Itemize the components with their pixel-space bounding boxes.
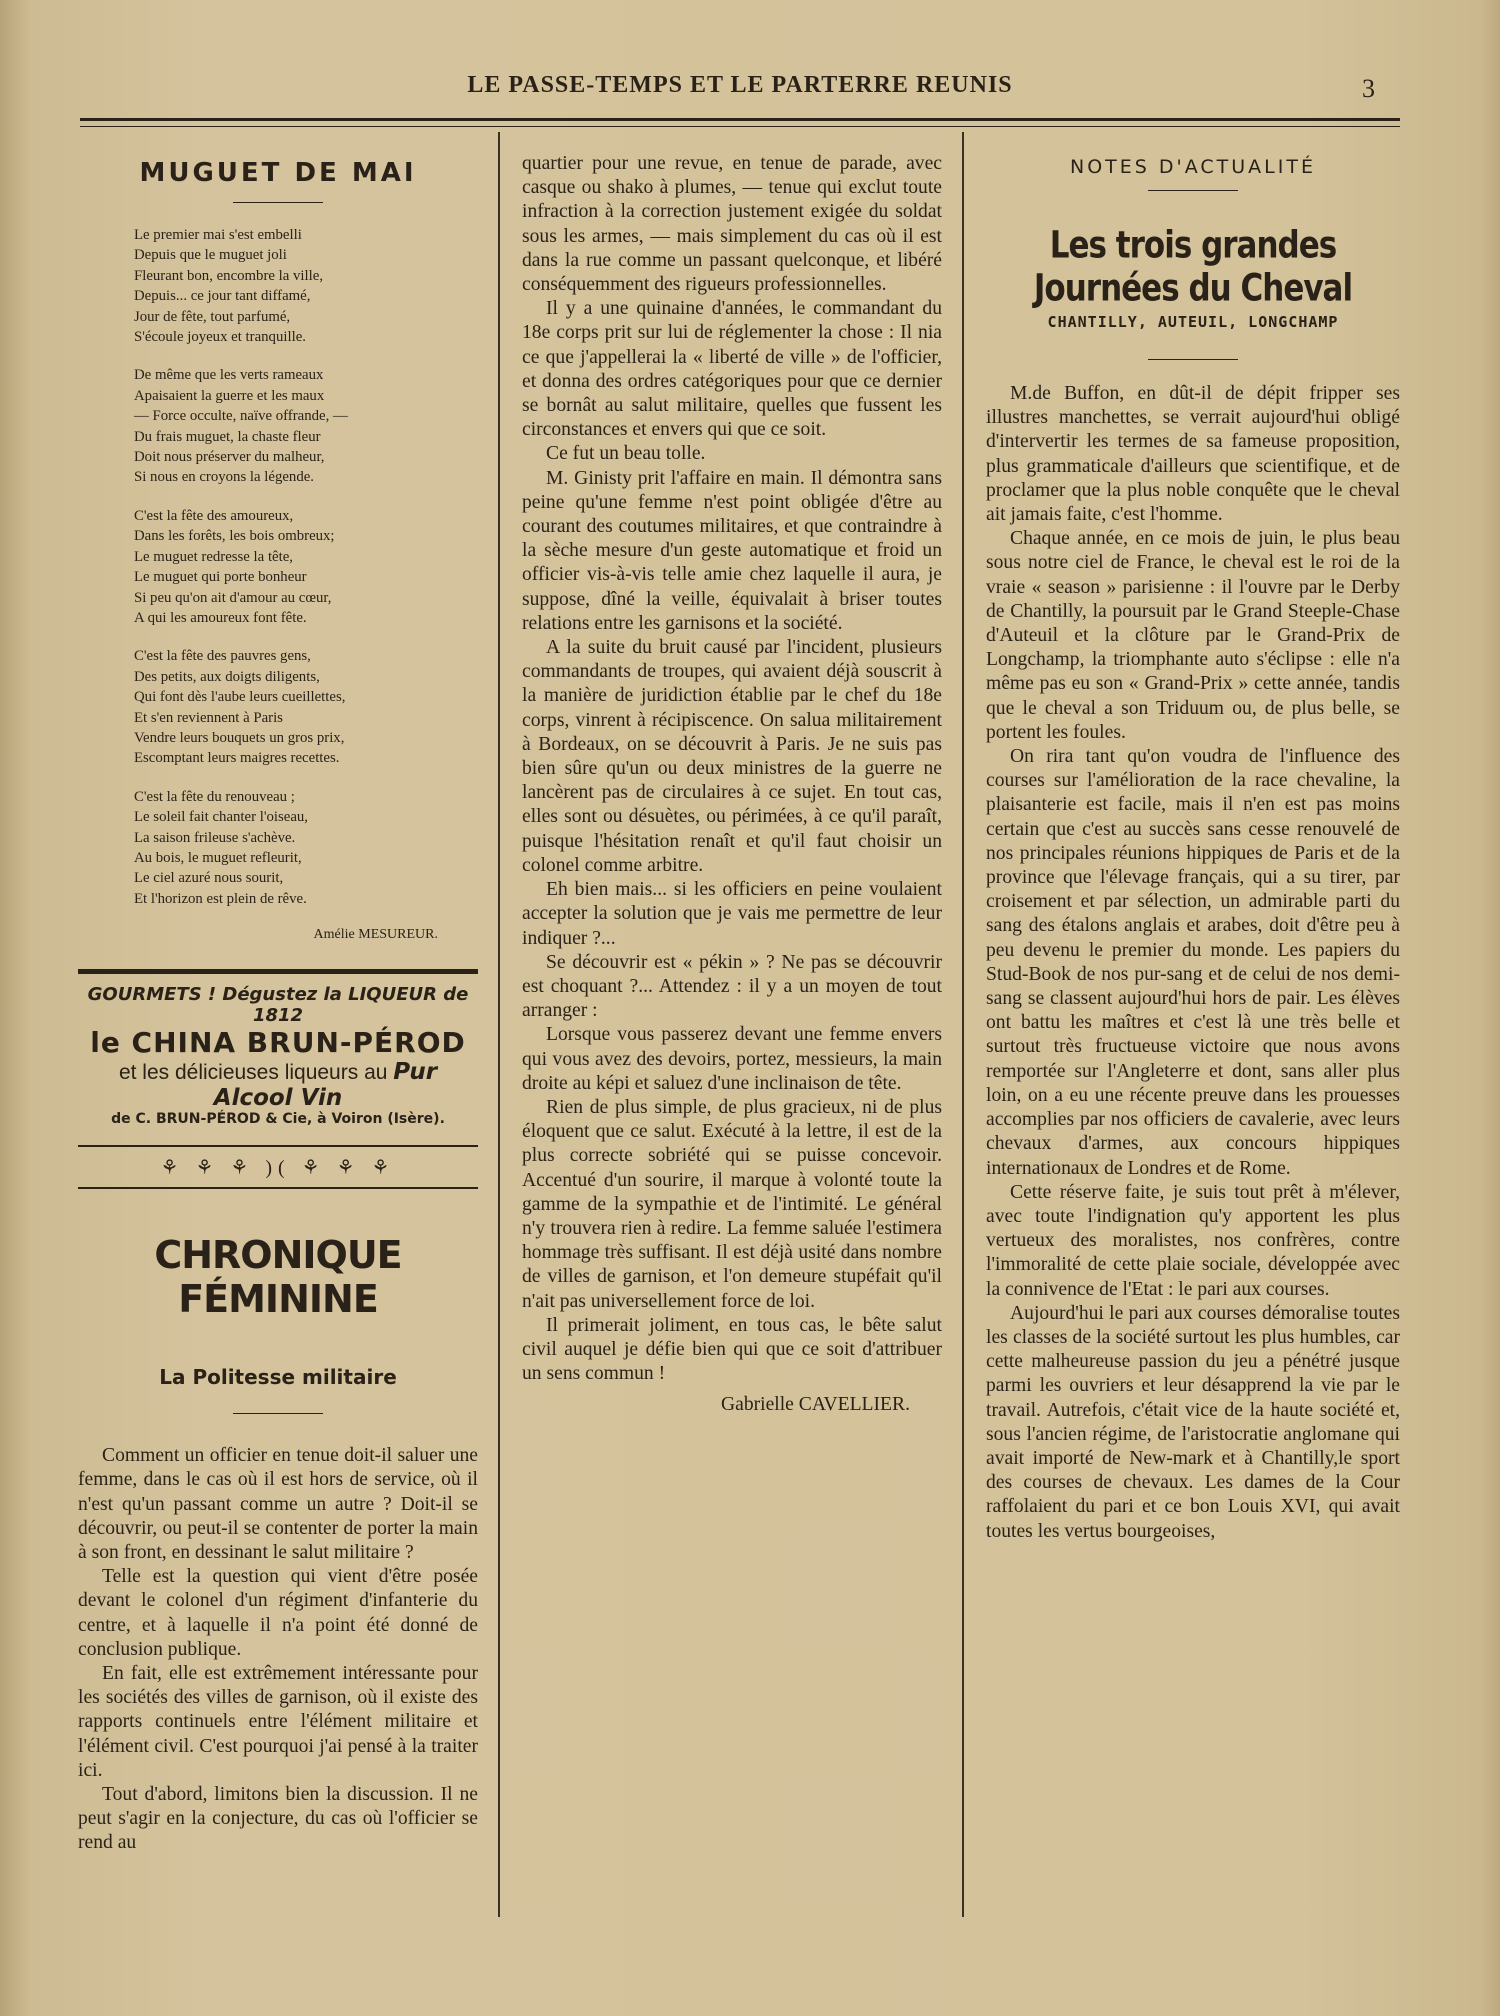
poem-stanza: [134, 365, 478, 487]
paragraph: Il primerait joliment, en tous cas, le bête salut civil auquel je défie bien qui que ce soit d'attribuer un sens commun !: [522, 1314, 942, 1385]
poem-line: Et s'en reviennent à Paris: [134, 709, 283, 726]
chronique-text-col1: [78, 1444, 478, 1855]
poem-line: Des petits, aux doigts diligents,: [134, 668, 320, 685]
paragraph: Comment un officier en tenue doit-il saluer une femme, dans le cas où il est hors de service, où il n'est qu'un passant comme un autre ? Doit-il se découvrir, ou peut-il se contenter de porter la main à son front, en dessinant le salut militaire ?: [78, 1445, 478, 1563]
poem-line: Le muguet qui porte bonheur: [134, 569, 307, 586]
ornamental-divider: ⚘ ⚘ ⚘ )( ⚘ ⚘ ⚘: [78, 1145, 478, 1189]
poem-line: Le muguet redresse la tête,: [134, 548, 293, 565]
poem-title: MUGUET DE MAI: [139, 158, 417, 188]
notes-article-title: Les trois grandes Journées du Cheval: [1033, 223, 1353, 311]
paragraph: En fait, elle est extrêmement intéressante pour les sociétés des villes de garnison, où il existe des rapports continuels entre l'élément militaire et l'élément civil. C'est pourquoi j'ai pensé à la traiter ici.: [78, 1663, 478, 1781]
poem-line: Du frais muguet, la chaste fleur: [134, 428, 321, 445]
paragraph: Lorsque vous passerez devant une femme envers qui vous avez des devoirs, portez, messieurs, la main droite au képi et saluez d'une inclinaison de tête.: [522, 1024, 942, 1094]
poem-line: De même que les verts rameaux: [134, 367, 324, 384]
poem-line: Depuis... ce jour tant diffamé,: [134, 288, 311, 305]
ad-line-3-text: et les délicieuses liqueurs au: [118, 1061, 388, 1085]
poem-line: — Force occulte, naïve offrande, —: [134, 408, 348, 425]
paragraph: A la suite du bruit causé par l'incident, plusieurs commandants de troupes, qui avaient déjà souscrit à la manière de juridiction établie par le chef du 18e corps, vinrent à récipiscence. On salua militairement à Bordeaux, on se découvrit à Paris. Je ne suis pas bien sûre qu'un ou deux ministres de la guerre ne lancèrent pas de circulaires à ce sujet. En tout cas, elles sont ou désuètes, ou périmées, à ce qu'il paraît, puisque l'hésitation renaît et qu'il faut choisir un colonel comme arbitre.: [522, 637, 942, 876]
poem-line: C'est la fête des pauvres gens,: [134, 648, 311, 665]
ad-line-1: GOURMETS ! Dégustez la LIQUEUR de 1812: [87, 984, 469, 1027]
poem-line: Apaisaient la guerre et les maux: [134, 387, 325, 404]
poem-stanza: [134, 646, 478, 768]
chronique-subtitle-rule: [233, 1413, 323, 1414]
poem-stanza: [134, 506, 478, 628]
poem-line: Si peu qu'on ait d'amour au cœur,: [134, 589, 332, 606]
paragraph: On rira tant qu'on voudra de l'influence des courses sur l'amélioration de la race chevaline, la plaisanterie est facile, mais il n'en est pas moins certain que c'est au succès sans cesse renouvelé de nos principales réunions hippiques de Paris et de la province que l'élevage français, qui a su tirer, par croisement et par sélection, un admirable parti du sang des étalons anglais et arabes, doit d'être peu à peu devenu le premier du monde. Les papiers du Stud-Book de nos pur-sang et de celui de nos demi-sang se classent aujourd'hui hors de pair. Les élèves ont battu les maîtres et c'est là une très belle et surtout très fructueuse victoire que nous avons remportée sur l'Angleterre et dont, sans aller plus loin, on a eu une récente preuve dans les prouesses accomplies par nos officiers de cavalerie, avec leurs chevaux d'armes, aux concours hippiques internationaux de Londres et de Rome.: [986, 746, 1400, 1179]
poem-author: Amélie MESUREUR.: [313, 927, 438, 943]
notes-text: [986, 382, 1400, 1544]
poem-line: Le ciel azuré nous sourit,: [134, 870, 284, 887]
poem-line: C'est la fête du renouveau ;: [134, 788, 295, 805]
notes-title-rule: [1148, 190, 1238, 191]
poem-line: Escomptant leurs maigres recettes.: [134, 750, 340, 767]
paragraph: Tout d'abord, limitons bien la discussion. Il ne peut s'agir en la conjecture, du cas où l'officier se rend au: [78, 1784, 478, 1854]
poem-line: Fleurant bon, encombre la ville,: [134, 267, 324, 284]
chronique-signature: Gabrielle CAVELLIER.: [720, 1394, 910, 1416]
poem-line: Le premier mai s'est embelli: [134, 227, 302, 243]
paragraph: Rien de plus simple, de plus gracieux, ni de plus éloquent que ce salut. Exécuté à la lettre, il est de la plus correcte sobriété qui se puisse concevoir. Accentué d'un sourire, il marque à volonté toute la gamme de la sympathie et de l'intimité. Le général n'y trouvera rien à redire. La femme saluée l'estimera hommage très suffisant. Il est déjà usité dans nombre de villes de garnison, et l'on demeure stupéfait qu'il n'ait pas universellement force de loi.: [522, 1096, 942, 1312]
paragraph: Cette réserve faite, je suis tout prêt à m'élever, avec toute l'indignation qu'y apportent les plus vertueux des moralistes, nos confrères, contre l'immoralité de cette plaie sociale, développée avec la connivence de l'Etat : le pari aux courses.: [986, 1181, 1400, 1300]
column-divider-left: [498, 132, 500, 1917]
paragraph: Se découvrir est « pékin » ? Ne pas se découvrir est choquant ?... Attendez : il y a un moyen de tout arranger :: [522, 951, 942, 1022]
paragraph: Telle est la question qui vient d'être posée devant le colonel d'un régiment d'infanterie du centre, et à laquelle il n'a point été donné de conclusion publique.: [78, 1566, 478, 1660]
column-left: [78, 150, 478, 1856]
poem-line: Doit nous préserver du malheur,: [134, 449, 325, 466]
ad-line-4: de C. BRUN-PÉROD & Cie, à Voiron (Isère).: [111, 1111, 445, 1128]
poem-body: [78, 225, 478, 909]
ad-line-2: le CHINA BRUN-PÉROD: [90, 1026, 466, 1060]
paragraph: Ce fut un beau tolle.: [546, 443, 706, 465]
ad-line-3-emphasis: Pur Alcool Vin: [213, 1059, 438, 1112]
paragraph: Eh bien mais... si les officiers en peine voulaient accepter la solution que je vais me permettre de leur indiquer ?...: [522, 879, 942, 949]
notes-article-subtitle: CHANTILLY, AUTEUIL, LONGCHAMP: [1047, 313, 1339, 331]
poem-line: A qui les amoureux font fête.: [134, 609, 307, 626]
paragraph: quartier pour une revue, en tenue de parade, avec casque ou shako à plumes, — tenue qui exclut toute infraction à la correction justement exigée du soldat sous les armes, — mais simplement du cas où il est dans la rue comme un passant quelconque, et libéré conséquemment des rigueurs professionnelles.: [522, 153, 942, 296]
chronique-subtitle: La Politesse militaire: [159, 1365, 397, 1390]
paragraph: M. Ginisty prit l'affaire en main. Il démontra sans peine qu'une femme n'est point obligée d'être au courant des coutumes militaires, et que contraindre à la sèche mesure d'un geste automatique et froid un officier vis-à-vis telle amie chez laquelle il aura, je suppose, dîné la veille, équivalait à briser toutes relations entre les garnisons et la société.: [522, 467, 942, 634]
poem-line: Qui font dès l'aube leurs cueillettes,: [134, 689, 346, 706]
column-right: [986, 150, 1400, 1544]
poem-line: Depuis que le muguet joli: [134, 247, 287, 264]
poem-stanza: [134, 787, 478, 909]
liqueur-advertisement: [78, 969, 478, 1127]
notes-section-title: NOTES D'ACTUALITÉ: [1070, 156, 1316, 178]
notes-subtitle-rule: [1148, 359, 1238, 360]
poem-line: La saison frileuse s'achève.: [134, 829, 296, 846]
poem-line: Au bois, le muguet refleurit,: [134, 849, 302, 866]
chronique-title: CHRONIQUE FÉMININE: [154, 1233, 402, 1322]
poem-line: Si nous en croyons la légende.: [134, 469, 314, 486]
poem-line: S'écoule joyeux et tranquille.: [134, 329, 306, 346]
poem-line: C'est la fête des amoureux,: [134, 507, 294, 524]
column-middle: [522, 152, 942, 1416]
running-header: LE PASSE-TEMPS ET LE PARTERRE REUNIS: [467, 72, 1013, 98]
poem-line: Et l'horizon est plein de rêve.: [134, 890, 307, 907]
poem-line: Le soleil fait chanter l'oiseau,: [134, 809, 308, 826]
poem-line: Jour de fête, tout parfumé,: [134, 308, 291, 325]
poem-line: Dans les forêts, les bois ombreux;: [134, 528, 335, 545]
page-number: 3: [1362, 74, 1375, 103]
poem-line: Vendre leurs bouquets un gros prix,: [134, 729, 345, 746]
column-divider-right: [962, 132, 964, 1917]
poem-stanza: [134, 225, 478, 347]
paragraph: Chaque année, en ce mois de juin, le plus beau sous notre ciel de France, le cheval est le roi de la vraie « season » parisienne : il l'ouvre par le Derby de Chantilly, la poursuit par le Grand Steeple-Chase d'Auteuil et la clôture par le Grand-Prix de Longchamp, la triomphante auto s'éclipse : elle n'a même pas eu son « Grand-Prix » cette année, tandis que le cheval a son Triduum ou, de plus belle, se portent les foules.: [986, 528, 1400, 743]
poem-title-rule: [233, 202, 323, 203]
paragraph: Il y a une quinaine d'années, le commandant du 18e corps prit sur lui de réglementer la chose : Il nia ce que j'appellerai la « liberté de ville » de l'officier, et donna des ordres catégoriques pour que ce dernier se bornât au salut militaire, quelles que fussent les circonstances et envers qui que ce soit.: [522, 298, 942, 441]
ad-line-3: [78, 1059, 478, 1111]
paragraph: M.de Buffon, en dût-il de dépit fripper ses illustres manchettes, se verrait aujourd'hui obligé d'intervertir les termes de sa fameuse proposition, plus grammaticale d'ailleurs que scientifique, et de proclamer que la plus noble conquête que le cheval ait jamais faite, c'est l'homme.: [986, 383, 1400, 526]
paragraph: Aujourd'hui le pari aux courses démoralise toutes les classes de la société surtout les plus humbles, car cette malheureuse passion du jeu a pénétré jusque parmi les ouvriers et leur désapprend la vie par le travail. Autrefois, c'était vice de la haute société et, sous l'ancien régime, de l'aristocratie anglomane qui avait importé de New-mark et à Chantilly,le sport des courses de chevaux. Les dames de la Cour raffolaient du pari et ce bon Louis XVI, qui avait toutes les vertus bourgeoises,: [986, 1302, 1400, 1542]
header-rule: [80, 118, 1400, 127]
chronique-text-col2: [522, 152, 942, 1386]
